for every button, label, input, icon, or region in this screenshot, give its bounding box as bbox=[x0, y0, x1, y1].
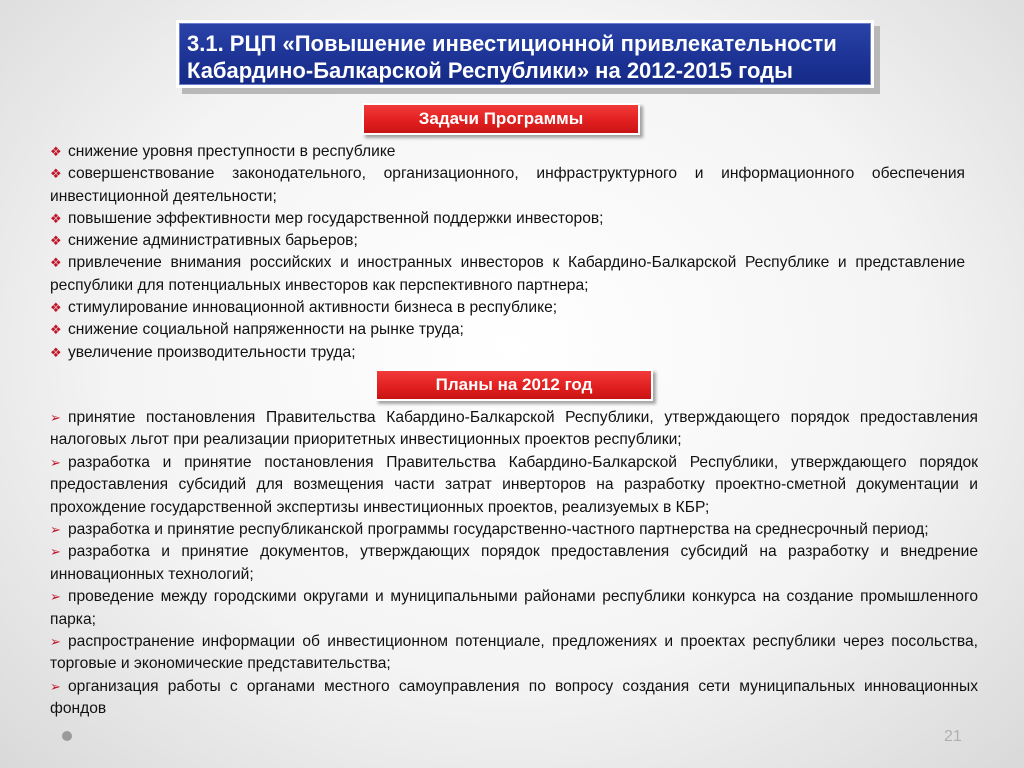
list-item: ❖ привлечение внимания российских и иностранных инвесторов к Кабардино-Балкарской Республике и представление республики для потенциальных инвесторов как перспективного партнера; bbox=[50, 254, 965, 294]
tasks-list bbox=[50, 141, 965, 364]
diamond-cluster-icon: ❖ bbox=[50, 210, 62, 226]
chevron-right-icon: ➢ bbox=[50, 522, 61, 538]
list-item: ➢ распространение информации об инвестиционном потенциале, предложениях и проектах республики через посольства, торговые и экономические представительства; bbox=[50, 633, 978, 673]
list-item: ➢ разработка и принятие республиканской программы государственно-частного партнерства на среднесрочный период; bbox=[50, 519, 978, 541]
chevron-right-icon: ➢ bbox=[50, 454, 61, 470]
list-item: ❖ увеличение производительности труда; bbox=[50, 342, 965, 364]
chevron-right-icon: ➢ bbox=[50, 410, 61, 425]
tasks-header: Задачи Программы bbox=[362, 103, 640, 135]
list-item: ❖ совершенствование законодательного, организационного, инфраструктурного и информационного обеспечения инвестиционной деятельности; bbox=[50, 165, 965, 205]
slide-title: 3.1. РЦП «Повышение инвестиционной привлекательности Кабардино-Балкарской Республики» на 2012-2015 годы bbox=[176, 20, 874, 88]
list-item: ❖ снижение уровня преступности в республике bbox=[50, 141, 965, 163]
list-item: ➢ принятие постановления Правительства Кабардино-Балкарской Республики, утверждающего порядок предоставления налоговых льгот при реализации приоритетных инвестиционных проектов республики; bbox=[50, 409, 978, 449]
diamond-cluster-icon: ❖ bbox=[50, 344, 62, 360]
diamond-cluster-icon: ❖ bbox=[50, 166, 62, 182]
chevron-right-icon: ➢ bbox=[50, 678, 61, 694]
list-item: ❖ повышение эффективности мер государственной поддержки инвесторов; bbox=[50, 208, 965, 230]
list-item: ➢ проведение между городскими округами и муниципальными районами республики конкурса на создание промышленного парка; bbox=[50, 588, 978, 628]
slide-dot-decoration bbox=[62, 731, 72, 741]
list-item: ❖ снижение социальной напряженности на рынке труда; bbox=[50, 319, 965, 341]
plans-header: Планы на 2012 год bbox=[375, 369, 653, 401]
list-item: ❖ стимулирование инновационной активности бизнеса в республике; bbox=[50, 297, 965, 319]
chevron-right-icon: ➢ bbox=[50, 544, 61, 560]
list-item: ➢ разработка и принятие постановления Правительства Кабардино-Балкарской Республики, утверждающего порядок предоставления субсидий для возмещения части затрат инверторов на разработку проектно-сметной документации и прохождение государственной экспертизы инвестиционных проектов, реализуемых в КБР; bbox=[50, 453, 978, 516]
diamond-cluster-icon: ❖ bbox=[50, 144, 62, 159]
chevron-right-icon: ➢ bbox=[50, 589, 61, 605]
diamond-cluster-icon: ❖ bbox=[50, 322, 62, 338]
diamond-cluster-icon: ❖ bbox=[50, 255, 62, 271]
plans-list bbox=[50, 407, 978, 721]
list-item: ➢ организация работы с органами местного самоуправления по вопросу создания сети муниципальных инновационных фондов bbox=[50, 677, 978, 718]
chevron-right-icon: ➢ bbox=[50, 634, 61, 650]
list-item: ➢ разработка и принятие документов, утверждающих порядок предоставления субсидий на разработку и внедрение инновационных технологий; bbox=[50, 543, 978, 583]
diamond-cluster-icon: ❖ bbox=[50, 300, 62, 316]
page-number: 21 bbox=[944, 728, 962, 745]
list-item: ❖ снижение административных барьеров; bbox=[50, 230, 965, 252]
diamond-cluster-icon: ❖ bbox=[50, 233, 62, 249]
